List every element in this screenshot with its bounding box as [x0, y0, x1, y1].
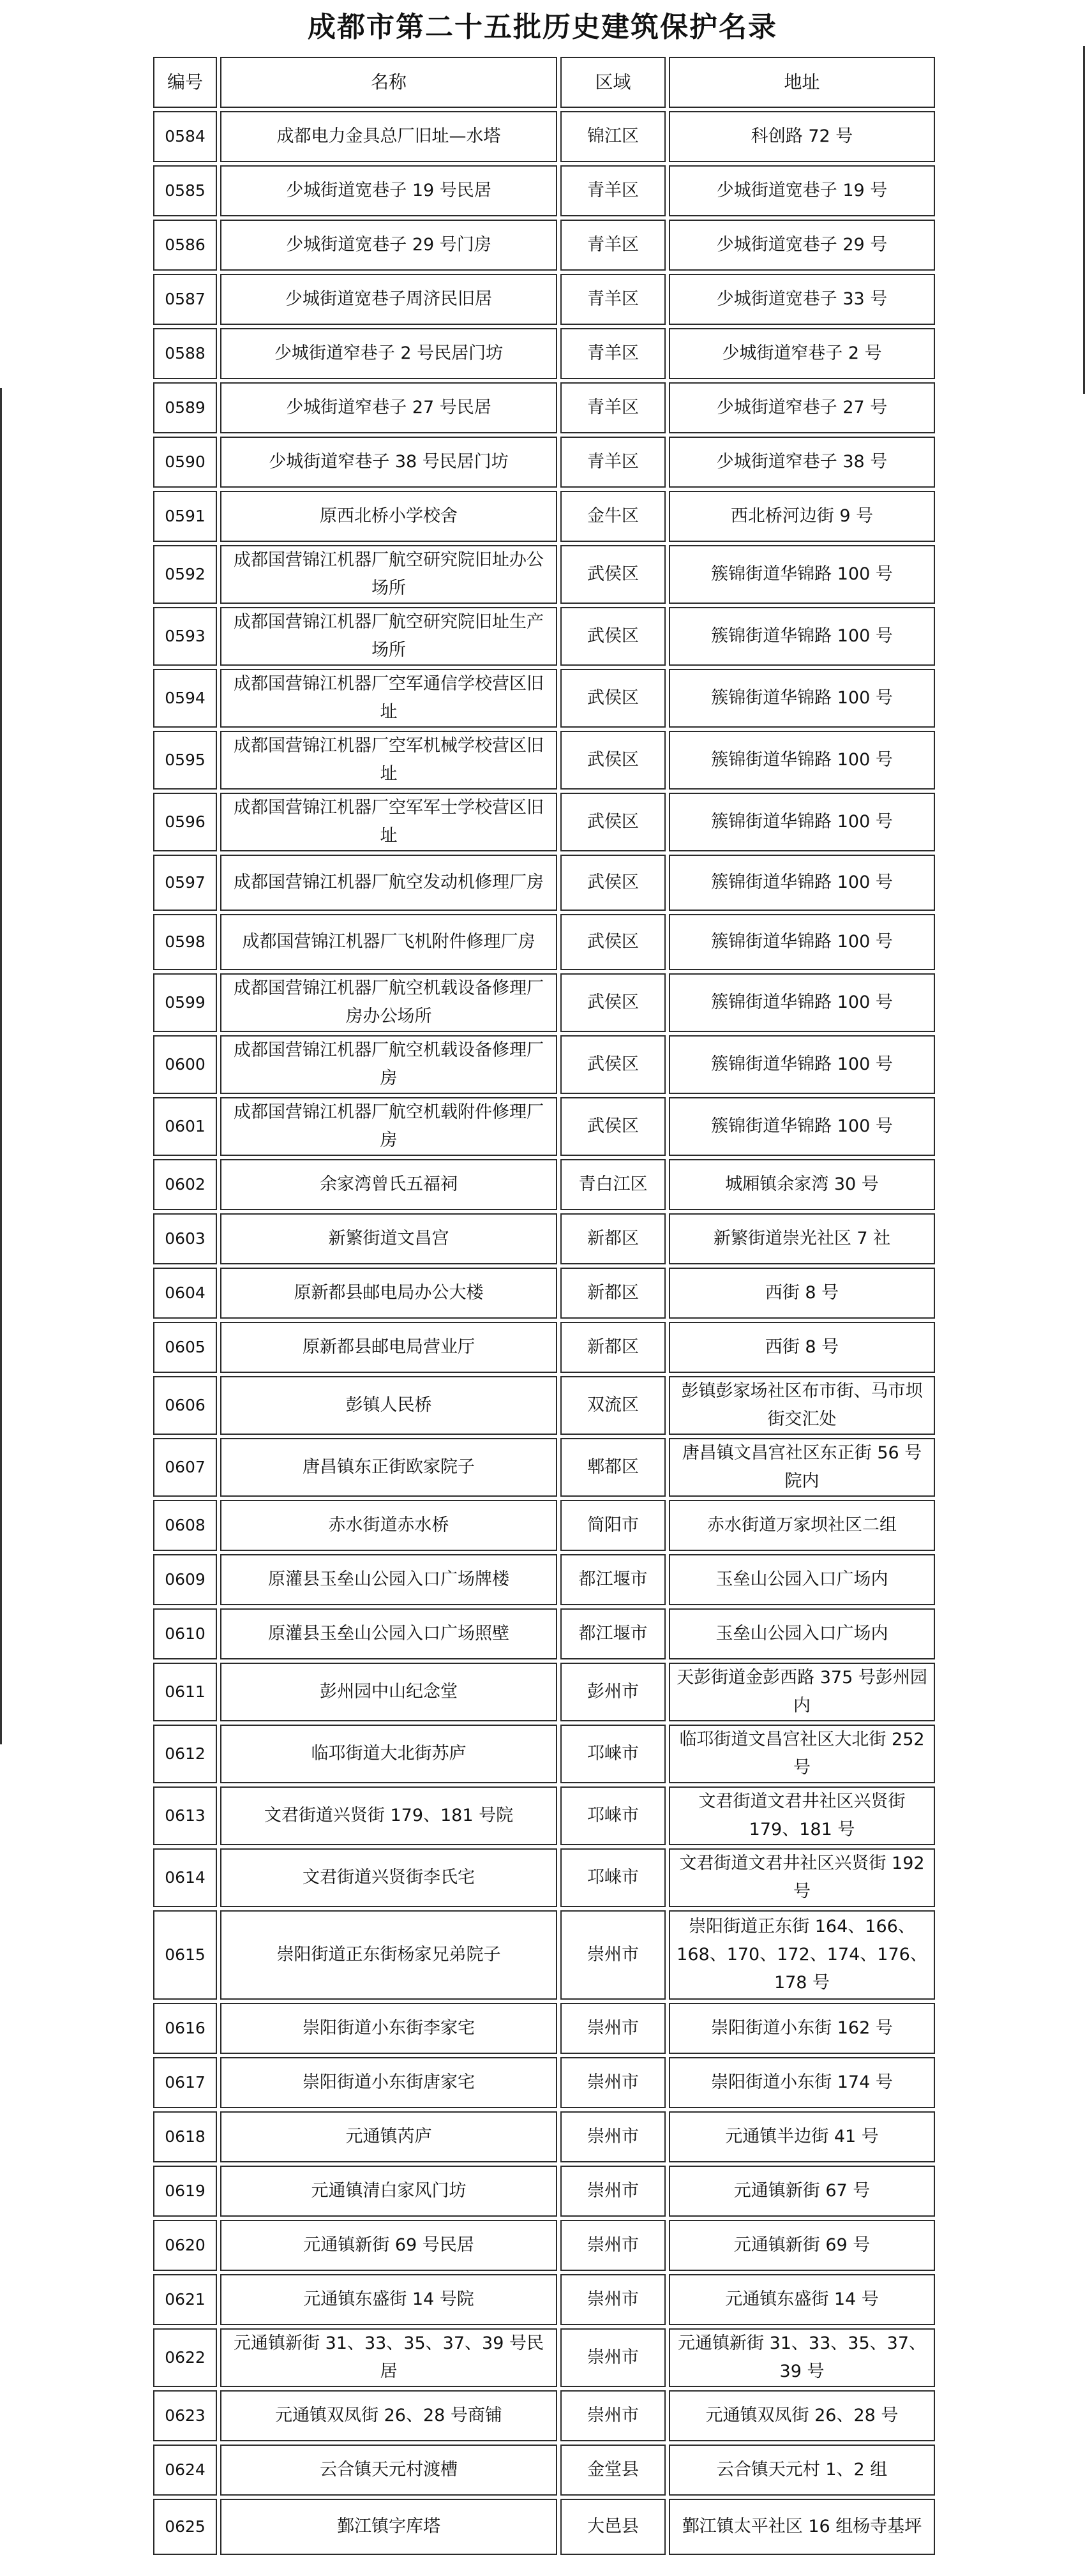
cell-code: 0605: [153, 1322, 217, 1373]
table-row: [153, 2166, 935, 2217]
column-header-name: 名称: [220, 57, 557, 108]
cell-district: 简阳市: [560, 1500, 666, 1551]
table-row: [153, 1608, 935, 1659]
cell-name: 崇阳街道小东街李家宅: [220, 2003, 557, 2054]
heritage-buildings-table: [150, 54, 938, 2558]
cell-address: 元通镇东盛街 14 号: [669, 2274, 935, 2325]
cell-district: 崇州市: [560, 2111, 666, 2162]
cell-address: 簇锦街道华锦路 100 号: [669, 607, 935, 666]
cell-name: 鄞江镇字库塔: [220, 2499, 557, 2555]
cell-code: 0595: [153, 731, 217, 790]
cell-name: 成都电力金具总厂旧址—水塔: [220, 111, 557, 162]
cell-name: 少城街道宽巷子 19 号民居: [220, 165, 557, 216]
cell-name: 元通镇双凤街 26、28 号商铺: [220, 2390, 557, 2441]
cell-code: 0596: [153, 793, 217, 851]
cell-district: 武侯区: [560, 973, 666, 1032]
cell-address: 簇锦街道华锦路 100 号: [669, 973, 935, 1032]
table-row: [153, 1097, 935, 1156]
cell-name: 少城街道宽巷子周济民旧居: [220, 274, 557, 325]
cell-district: 大邑县: [560, 2499, 666, 2555]
table-row: [153, 1500, 935, 1551]
table-row: [153, 1848, 935, 1907]
cell-code: 0607: [153, 1438, 217, 1497]
cell-district: 崇州市: [560, 2166, 666, 2217]
table-row: [153, 1725, 935, 1783]
cell-district: 武侯区: [560, 1035, 666, 1094]
cell-name: 成都国营锦江机器厂空军军士学校营区旧址: [220, 793, 557, 851]
cell-name: 成都国营锦江机器厂航空机载设备修理厂房办公场所: [220, 973, 557, 1032]
column-header-code: 编号: [153, 57, 217, 108]
cell-district: 崇州市: [560, 2390, 666, 2441]
cell-address: 元通镇新街 31、33、35、37、39 号: [669, 2328, 935, 2387]
cell-address: 簇锦街道华锦路 100 号: [669, 1035, 935, 1094]
table-row: [153, 1322, 935, 1373]
table-row: [153, 2003, 935, 2054]
left-margin-rule: [0, 388, 2, 1744]
cell-name: 赤水街道赤水桥: [220, 1500, 557, 1551]
cell-district: 新都区: [560, 1268, 666, 1319]
cell-name: 原新都县邮电局营业厅: [220, 1322, 557, 1373]
cell-name: 彭镇人民桥: [220, 1376, 557, 1435]
cell-district: 邛崃市: [560, 1848, 666, 1907]
cell-name: 成都国营锦江机器厂航空机载附件修理厂房: [220, 1097, 557, 1156]
cell-name: 元通镇东盛街 14 号院: [220, 2274, 557, 2325]
table-row: [153, 491, 935, 542]
cell-district: 武侯区: [560, 607, 666, 666]
cell-name: 原新都县邮电局办公大楼: [220, 1268, 557, 1319]
cell-address: 少城街道窄巷子 27 号: [669, 382, 935, 433]
cell-name: 少城街道窄巷子 38 号民居门坊: [220, 437, 557, 488]
cell-name: 少城街道窄巷子 2 号民居门坊: [220, 328, 557, 379]
cell-code: 0586: [153, 220, 217, 271]
table-row: [153, 1438, 935, 1497]
cell-district: 武侯区: [560, 793, 666, 851]
cell-code: 0602: [153, 1159, 217, 1210]
cell-address: 彭镇彭家场社区布市街、马市坝街交汇处: [669, 1376, 935, 1435]
cell-district: 崇州市: [560, 2274, 666, 2325]
cell-district: 青羊区: [560, 220, 666, 271]
cell-code: 0591: [153, 491, 217, 542]
cell-address: 玉垒山公园入口广场内: [669, 1554, 935, 1605]
table-row: [153, 855, 935, 911]
cell-name: 成都国营锦江机器厂航空研究院旧址办公场所: [220, 545, 557, 604]
cell-address: 城厢镇余家湾 30 号: [669, 1159, 935, 1210]
cell-code: 0625: [153, 2499, 217, 2555]
cell-address: 元通镇新街 67 号: [669, 2166, 935, 2217]
cell-address: 簇锦街道华锦路 100 号: [669, 793, 935, 851]
cell-name: 少城街道窄巷子 27 号民居: [220, 382, 557, 433]
cell-code: 0618: [153, 2111, 217, 2162]
cell-code: 0617: [153, 2057, 217, 2108]
column-header-district: 区域: [560, 57, 666, 108]
cell-name: 彭州园中山纪念堂: [220, 1663, 557, 1721]
cell-code: 0604: [153, 1268, 217, 1319]
cell-district: 崇州市: [560, 2003, 666, 2054]
cell-district: 武侯区: [560, 855, 666, 911]
table-row: [153, 2220, 935, 2271]
table-row: [153, 2499, 935, 2555]
table-row: [153, 382, 935, 433]
cell-address: 临邛街道文昌宫社区大北街 252 号: [669, 1725, 935, 1783]
cell-name: 文君街道兴贤街 179、181 号院: [220, 1786, 557, 1845]
table-row: [153, 2390, 935, 2441]
table-row: [153, 328, 935, 379]
cell-code: 0623: [153, 2390, 217, 2441]
table-row: [153, 2057, 935, 2108]
table-row: [153, 220, 935, 271]
page-title: 成都市第二十五批历史建筑保护名录: [308, 11, 777, 43]
cell-address: 崇阳街道正东街 164、166、168、170、172、174、176、178 号: [669, 1910, 935, 2000]
cell-name: 原灌县玉垒山公园入口广场照壁: [220, 1608, 557, 1659]
cell-name: 新繁街道文昌宫: [220, 1213, 557, 1264]
cell-name: 成都国营锦江机器厂航空发动机修理厂房: [220, 855, 557, 911]
table-header-row: [153, 57, 935, 108]
cell-name: 元通镇新街 31、33、35、37、39 号民居: [220, 2328, 557, 2387]
cell-address: 簇锦街道华锦路 100 号: [669, 669, 935, 728]
cell-district: 彭州市: [560, 1663, 666, 1721]
cell-code: 0598: [153, 914, 217, 970]
cell-district: 青羊区: [560, 382, 666, 433]
cell-code: 0601: [153, 1097, 217, 1156]
cell-district: 崇州市: [560, 2328, 666, 2387]
cell-code: 0592: [153, 545, 217, 604]
table-row: [153, 2445, 935, 2496]
cell-code: 0615: [153, 1910, 217, 2000]
table-row: [153, 607, 935, 666]
cell-district: 青羊区: [560, 274, 666, 325]
cell-name: 崇阳街道正东街杨家兄弟院子: [220, 1910, 557, 2000]
cell-name: 唐昌镇东正街欧家院子: [220, 1438, 557, 1497]
cell-code: 0589: [153, 382, 217, 433]
table-row: [153, 1663, 935, 1721]
cell-name: 原灌县玉垒山公园入口广场牌楼: [220, 1554, 557, 1605]
cell-district: 金牛区: [560, 491, 666, 542]
cell-name: 成都国营锦江机器厂航空机载设备修理厂房: [220, 1035, 557, 1094]
cell-code: 0620: [153, 2220, 217, 2271]
cell-name: 元通镇芮庐: [220, 2111, 557, 2162]
table-row: [153, 2274, 935, 2325]
cell-name: 元通镇清白家风门坊: [220, 2166, 557, 2217]
table-row: [153, 2111, 935, 2162]
cell-code: 0600: [153, 1035, 217, 1094]
cell-address: 科创路 72 号: [669, 111, 935, 162]
table-row: [153, 1268, 935, 1319]
cell-code: 0588: [153, 328, 217, 379]
cell-code: 0584: [153, 111, 217, 162]
cell-address: 元通镇双凤街 26、28 号: [669, 2390, 935, 2441]
cell-name: 成都国营锦江机器厂空军机械学校营区旧址: [220, 731, 557, 790]
cell-district: 郫都区: [560, 1438, 666, 1497]
cell-address: 少城街道宽巷子 33 号: [669, 274, 935, 325]
cell-address: 簇锦街道华锦路 100 号: [669, 855, 935, 911]
cell-name: 少城街道宽巷子 29 号门房: [220, 220, 557, 271]
table-row: [153, 669, 935, 728]
cell-address: 簇锦街道华锦路 100 号: [669, 731, 935, 790]
cell-address: 簇锦街道华锦路 100 号: [669, 545, 935, 604]
cell-district: 武侯区: [560, 731, 666, 790]
cell-district: 青白江区: [560, 1159, 666, 1210]
cell-name: 元通镇新街 69 号民居: [220, 2220, 557, 2271]
cell-name: 原西北桥小学校舍: [220, 491, 557, 542]
cell-address: 云合镇天元村 1、2 组: [669, 2445, 935, 2496]
table-row: [153, 793, 935, 851]
table-row: [153, 437, 935, 488]
cell-district: 锦江区: [560, 111, 666, 162]
table-row: [153, 2328, 935, 2387]
cell-code: 0622: [153, 2328, 217, 2387]
cell-district: 都江堰市: [560, 1554, 666, 1605]
cell-code: 0597: [153, 855, 217, 911]
cell-code: 0611: [153, 1663, 217, 1721]
cell-code: 0616: [153, 2003, 217, 2054]
table-row: [153, 1159, 935, 1210]
cell-address: 天彭街道金彭西路 375 号彭州园内: [669, 1663, 935, 1721]
table-row: [153, 731, 935, 790]
cell-district: 新都区: [560, 1322, 666, 1373]
cell-address: 崇阳街道小东街 174 号: [669, 2057, 935, 2108]
cell-code: 0621: [153, 2274, 217, 2325]
cell-district: 武侯区: [560, 914, 666, 970]
table-row: [153, 545, 935, 604]
cell-address: 元通镇半边街 41 号: [669, 2111, 935, 2162]
table-row: [153, 165, 935, 216]
cell-district: 青羊区: [560, 328, 666, 379]
cell-address: 赤水街道万家坝社区二组: [669, 1500, 935, 1551]
cell-district: 双流区: [560, 1376, 666, 1435]
cell-name: 成都国营锦江机器厂空军通信学校营区旧址: [220, 669, 557, 728]
cell-address: 新繁街道崇光社区 7 社: [669, 1213, 935, 1264]
cell-code: 0614: [153, 1848, 217, 1907]
table-row: [153, 274, 935, 325]
table-body: [153, 111, 935, 2555]
cell-address: 簇锦街道华锦路 100 号: [669, 914, 935, 970]
cell-district: 邛崃市: [560, 1786, 666, 1845]
cell-address: 文君街道文君井社区兴贤街 192 号: [669, 1848, 935, 1907]
cell-address: 少城街道窄巷子 38 号: [669, 437, 935, 488]
cell-district: 青羊区: [560, 165, 666, 216]
cell-address: 少城街道窄巷子 2 号: [669, 328, 935, 379]
cell-name: 临邛街道大北街苏庐: [220, 1725, 557, 1783]
cell-district: 崇州市: [560, 2057, 666, 2108]
cell-name: 云合镇天元村渡槽: [220, 2445, 557, 2496]
cell-code: 0603: [153, 1213, 217, 1264]
cell-name: 崇阳街道小东街唐家宅: [220, 2057, 557, 2108]
cell-address: 少城街道宽巷子 29 号: [669, 220, 935, 271]
cell-district: 金堂县: [560, 2445, 666, 2496]
cell-name: 成都国营锦江机器厂航空研究院旧址生产场所: [220, 607, 557, 666]
table-row: [153, 1376, 935, 1435]
cell-code: 0624: [153, 2445, 217, 2496]
cell-code: 0613: [153, 1786, 217, 1845]
cell-address: 西北桥河边街 9 号: [669, 491, 935, 542]
cell-district: 武侯区: [560, 669, 666, 728]
cell-code: 0587: [153, 274, 217, 325]
cell-code: 0612: [153, 1725, 217, 1783]
table-row: [153, 914, 935, 970]
cell-code: 0608: [153, 1500, 217, 1551]
column-header-address: 地址: [669, 57, 935, 108]
cell-code: 0599: [153, 973, 217, 1032]
cell-name: 成都国营锦江机器厂飞机附件修理厂房: [220, 914, 557, 970]
cell-district: 邛崃市: [560, 1725, 666, 1783]
cell-district: 青羊区: [560, 437, 666, 488]
table-row: [153, 1035, 935, 1094]
cell-address: 西街 8 号: [669, 1268, 935, 1319]
cell-name: 文君街道兴贤街李氏宅: [220, 1848, 557, 1907]
cell-code: 0593: [153, 607, 217, 666]
table-row: [153, 1786, 935, 1845]
cell-code: 0590: [153, 437, 217, 488]
cell-district: 崇州市: [560, 2220, 666, 2271]
cell-address: 元通镇新街 69 号: [669, 2220, 935, 2271]
cell-code: 0609: [153, 1554, 217, 1605]
cell-code: 0619: [153, 2166, 217, 2217]
cell-code: 0610: [153, 1608, 217, 1659]
table-row: [153, 111, 935, 162]
cell-district: 武侯区: [560, 545, 666, 604]
table-row: [153, 1910, 935, 2000]
cell-address: 文君街道文君井社区兴贤街 179、181 号: [669, 1786, 935, 1845]
cell-code: 0594: [153, 669, 217, 728]
cell-address: 崇阳街道小东街 162 号: [669, 2003, 935, 2054]
cell-district: 武侯区: [560, 1097, 666, 1156]
cell-address: 西街 8 号: [669, 1322, 935, 1373]
cell-code: 0606: [153, 1376, 217, 1435]
cell-address: 少城街道宽巷子 19 号: [669, 165, 935, 216]
cell-address: 簇锦街道华锦路 100 号: [669, 1097, 935, 1156]
table-container: [150, 54, 935, 2558]
cell-name: 余家湾曾氏五福祠: [220, 1159, 557, 1210]
cell-district: 都江堰市: [560, 1608, 666, 1659]
table-row: [153, 1213, 935, 1264]
cell-address: 玉垒山公园入口广场内: [669, 1608, 935, 1659]
table-row: [153, 973, 935, 1032]
cell-address: 鄞江镇太平社区 16 组杨寺基坪: [669, 2499, 935, 2555]
cell-district: 新都区: [560, 1213, 666, 1264]
cell-address: 唐昌镇文昌宫社区东正街 56 号院内: [669, 1438, 935, 1497]
table-row: [153, 1554, 935, 1605]
cell-code: 0585: [153, 165, 217, 216]
cell-district: 崇州市: [560, 1910, 666, 2000]
